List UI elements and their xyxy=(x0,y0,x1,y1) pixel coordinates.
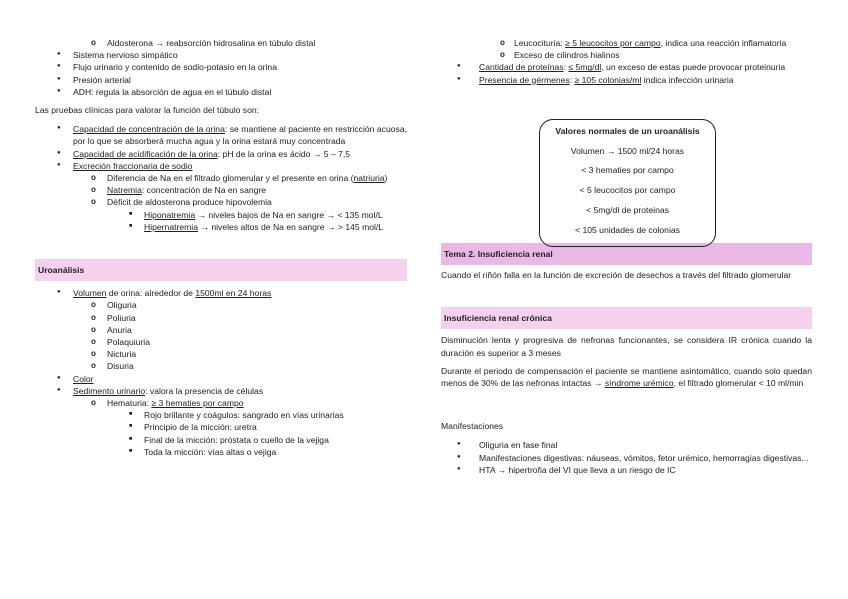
list-item: ● Manifestaciones digestivas: náuseas, vómitos, fetor urémico, hemorragias digestivas... xyxy=(441,452,812,464)
list-item: ● Oliguria en fase final xyxy=(441,439,812,451)
box-item: < 3 hematies por campo xyxy=(581,165,674,176)
list-item: ● Capacidad de acidificación de la orina: pH de la orina es ácido → 5 – 7,5 xyxy=(35,148,407,160)
list-item: o Nicturia xyxy=(35,348,407,360)
list-item: o Leucocituria: ≥ 5 leucocitos por campo, indica una reacción inflamatoria xyxy=(441,37,812,49)
normal-values-box xyxy=(539,119,716,247)
list-item: ● Cantidad de proteínas: ≤ 5mg/dl, un exceso de estas puede provocar proteinuria xyxy=(441,61,812,73)
list-item: ■ Toda la micción: vías altas o vejiga xyxy=(35,446,407,458)
list-item: ● Presión arterial xyxy=(35,74,407,86)
list-item: ● ADH: regula la absorción de agua en el túbulo distal xyxy=(35,86,407,98)
intro-paragraph: Las pruebas clínicas para valorar la función del túbulo son: xyxy=(35,105,260,116)
section-header-uroanalisis: Uroanálisis xyxy=(35,259,407,281)
section-header-tema-2: Tema 2. Insuficiencia renal xyxy=(441,243,812,265)
box-item: Volumen → 1500 ml/24 horas xyxy=(570,145,685,156)
left-column xyxy=(35,0,407,458)
list-item: ■ Hiponatremia → niveles bajos de Na en sangre → < 135 mol/L xyxy=(35,209,407,221)
list-item: o Disuria xyxy=(35,360,407,372)
irc-paragraph-2: Durante el periodo de compensación el paciente se mantiene asintomático, cuando solo quedan menos de 30% de las nefronas intactas → síndrome urémico, el filtrado glomerular < 10 ml/min xyxy=(441,365,812,389)
section-header-irc: Insuficiencia renal crónica xyxy=(441,307,812,329)
list-item: o Diferencia de Na en el filtrado glomerular y el presente en orina (natriuria) xyxy=(35,172,407,184)
box-item: < 105 unidades de colonias xyxy=(575,224,680,235)
box-item: < 5mg/dl de proteinas xyxy=(586,204,669,215)
list-item: o Aldosterona → reabsorción hidrosalina en túbulo distal xyxy=(35,37,407,49)
box-title: Valores normales de un uroanálisis xyxy=(555,126,700,136)
list-item: ● Volumen de orina: alrededor de 1500ml en 24 horas xyxy=(35,287,407,299)
list-item: ● HTA → hipertrofia del VI que lleva a un riesgo de IC xyxy=(441,464,812,476)
list-item: o Déficit de aldosterona produce hipovolemia xyxy=(35,196,407,208)
list-item: o Polaquiuria xyxy=(35,336,407,348)
list-item: ● Presencia de gérmenes: ≥ 105 colonias/ml indica infección urinaria xyxy=(441,74,812,86)
manifestaciones-heading: Manifestaciones xyxy=(441,421,504,432)
list-item: ● Capacidad de concentración de la orina: se mantiene al paciente en restricción acuosa, por lo que se absorberá mucha agua y la orina estará muy concentrada xyxy=(35,123,407,147)
list-item: ● Sedimento urinario: valora la presencia de células xyxy=(35,385,407,397)
list-item: ■ Final de la micción: próstata o cuello de la vejiga xyxy=(35,434,407,446)
list-item: ● Flujo urinario y contenido de sodio-potasio en la orina xyxy=(35,61,407,73)
list-item: o Poliuria xyxy=(35,312,407,324)
list-item: ■ Principio de la micción: uretra xyxy=(35,421,407,433)
list-item: ● Color xyxy=(35,373,407,385)
list-item: o Anuria xyxy=(35,324,407,336)
list-item: o Exceso de cilindros hialinos xyxy=(441,49,812,61)
list-item: ■ Rojo brillante y coágulos: sangrado en vías urinarias xyxy=(35,409,407,421)
list-item: ● Sistema nervioso simpático xyxy=(35,49,407,61)
list-item: o Natremia: concentración de Na en sangre xyxy=(35,184,407,196)
list-item: o Oliguria xyxy=(35,299,407,311)
list-item: ● Excreción fraccionaria de sodio xyxy=(35,160,407,172)
irc-paragraph-1: Disminución lenta y progresiva de nefronas funcionantes, se considera IR crónica cuando la duración es superior a 3 meses xyxy=(441,335,812,358)
list-item: o Hematuria: ≥ 3 hematies por campo xyxy=(35,397,407,409)
tema-paragraph: Cuando el riñón falla en la función de excreción de desechos a través del filtrado glomerular xyxy=(441,270,792,281)
box-item: < 5 leucocitos por campo xyxy=(579,185,676,196)
list-item: ■ Hipernatremia → niveles altos de Na en sangre → > 145 mol/L xyxy=(35,221,407,233)
